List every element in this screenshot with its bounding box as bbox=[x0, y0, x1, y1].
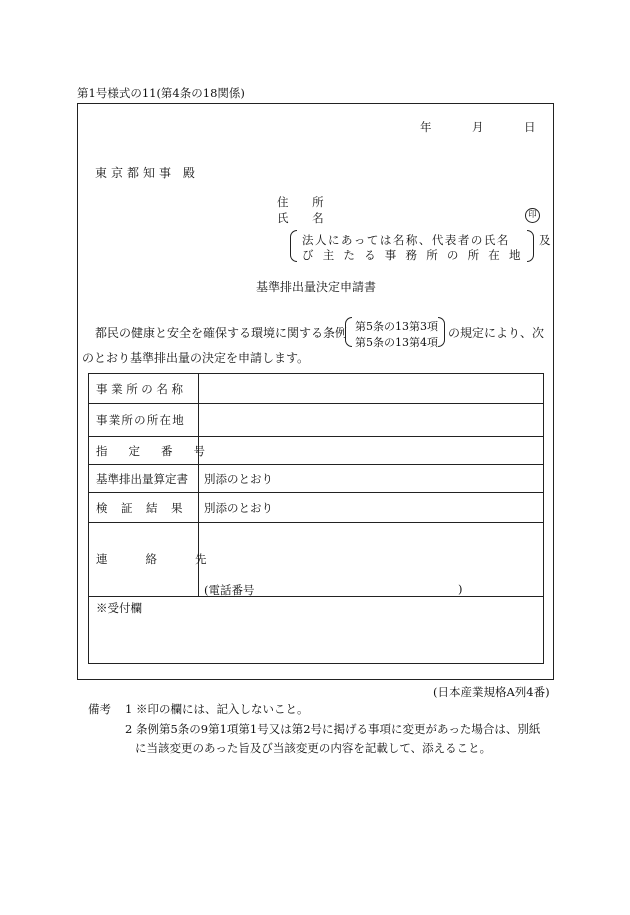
table-row-facility-address bbox=[89, 404, 543, 437]
article-bracket-right bbox=[438, 317, 445, 347]
verification-value: 別添のとおり bbox=[204, 500, 273, 515]
application-table bbox=[88, 373, 544, 664]
phone-number-label: (電話番号 bbox=[204, 583, 255, 597]
article-option-1: 第5条の13第3項 bbox=[355, 320, 438, 333]
row-label: 指定番号 bbox=[96, 443, 226, 458]
address-label: 住 所 bbox=[277, 195, 334, 209]
seal-mark-icon: 印 bbox=[525, 208, 540, 223]
table-row-reception bbox=[89, 597, 543, 665]
article-bracket-left bbox=[345, 317, 352, 347]
table-row-facility-name bbox=[89, 374, 543, 404]
table-row-contact bbox=[89, 523, 543, 597]
reception-label: ※受付欄 bbox=[96, 601, 142, 615]
name-label: 氏 名 bbox=[277, 211, 334, 225]
article-option-2: 第5条の13第4項 bbox=[355, 336, 438, 349]
row-label: 検証結果 bbox=[96, 500, 196, 515]
body-line1-head: 都民の健康と安全を確保する環境に関する条例 bbox=[95, 326, 348, 340]
body-line1-tail: の規定により、次 bbox=[448, 326, 545, 340]
remark-item-1: 1 ※印の欄には、記入しないこと。 bbox=[125, 702, 309, 716]
form-number-label: 第1号様式の11(第4条の18関係) bbox=[77, 86, 245, 100]
row-label: 事業所の名称 bbox=[96, 381, 187, 396]
date-month-label: 月 bbox=[472, 120, 484, 134]
corp-note-bracket-left bbox=[290, 230, 297, 262]
remarks-label: 備考 bbox=[88, 702, 111, 716]
document-title: 基準排出量決定申請書 bbox=[256, 280, 377, 294]
baseline-calc-value: 別添のとおり bbox=[204, 471, 273, 486]
phone-number-close: ) bbox=[458, 582, 463, 596]
table-row-verification bbox=[89, 493, 543, 523]
label-cell bbox=[89, 374, 199, 403]
label-cell bbox=[89, 437, 226, 464]
table-row-baseline-calc bbox=[89, 465, 543, 493]
label-cell bbox=[89, 404, 199, 436]
remark-item-2-line2: に当該変更のあった旨及び当該変更の内容を記載して、添えること。 bbox=[135, 741, 492, 755]
body-line2: のとおり基準排出量の決定を申請します。 bbox=[82, 351, 310, 365]
corp-note-tail: 及 bbox=[539, 233, 551, 247]
label-cell bbox=[89, 493, 199, 522]
table-row-designation-number bbox=[89, 437, 543, 465]
date-year-label: 年 bbox=[420, 120, 432, 134]
paper-size-note: (日本産業規格A列4番) bbox=[433, 685, 550, 699]
date-day-label: 日 bbox=[524, 120, 536, 134]
label-cell bbox=[89, 465, 199, 492]
addressee: 東京都知事 殿 bbox=[95, 166, 199, 180]
row-label: 基準排出量算定書 bbox=[96, 471, 188, 486]
corp-note-line2: び主たる事務所の所在地 bbox=[302, 248, 530, 262]
corp-note-line1: 法人にあっては名称、代表者の氏名 bbox=[302, 233, 510, 247]
date-line bbox=[420, 119, 536, 135]
contact-label: 連絡先 bbox=[96, 552, 245, 566]
row-label: 事業所の所在地 bbox=[96, 413, 185, 427]
remark-item-2-line1: 2 条例第5条の9第1項第1号又は第2号に掲げる事項に変更があった場合は、別紙 bbox=[125, 722, 541, 736]
